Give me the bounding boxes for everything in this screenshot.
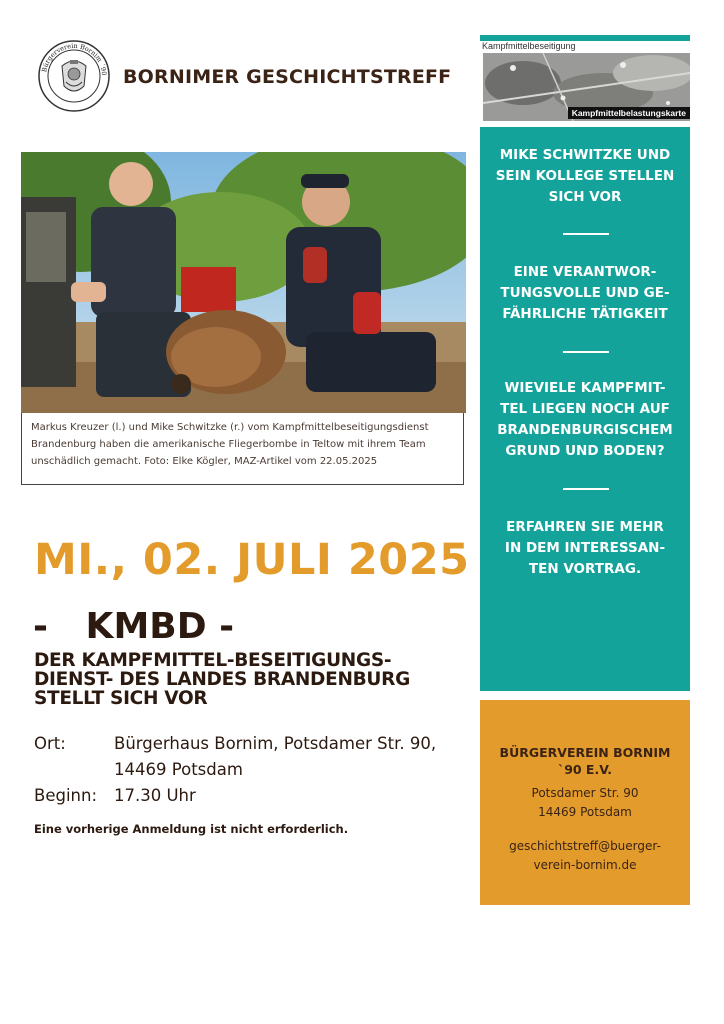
- page-title: BORNIMER GESCHICHTSTREFF: [123, 66, 452, 88]
- contact-org-line: BÜRGERVEREIN BORNIM: [499, 745, 671, 760]
- panel-line: BRANDENBURGISCHEM: [497, 422, 673, 438]
- contact-address: [480, 784, 690, 822]
- contact-org-line: `90 E.V.: [557, 762, 613, 777]
- contact-email-link[interactable]: [480, 837, 690, 875]
- event-title: - KMBD -: [33, 606, 235, 647]
- contact-panel: [480, 700, 690, 905]
- panel-line: ERFAHREN SIE MEHR: [506, 519, 664, 535]
- location-row: [34, 734, 436, 753]
- panel-line: SICH VOR: [548, 189, 622, 205]
- panel-line: SEIN KOLLEGE STELLEN: [495, 168, 675, 184]
- svg-text:Bürgerverein Bornim ´90 e.V.: Bürgerverein Bornim ´90: [40, 41, 109, 76]
- panel-line: TEL LIEGEN NOCH AUF: [500, 401, 670, 417]
- panel-block-4: [480, 517, 690, 580]
- contact-city: 14469 Potsdam: [538, 805, 632, 819]
- divider: [563, 351, 609, 353]
- panel-line: FÄHRLICHE TÄTIGKEIT: [502, 306, 668, 322]
- contact-email-line: geschichtstreff@buerger-: [509, 839, 661, 853]
- panel-line: WIEVIELE KAMPFMIT-: [504, 380, 666, 396]
- subtitle-line: DER KAMPFMITTEL-BESEITIGUNGS-: [34, 650, 392, 671]
- subtitle-line: DIENST- DES LANDES BRANDENBURG: [34, 669, 410, 690]
- start-value: 17.30 Uhr: [114, 786, 196, 805]
- team-photo: [21, 152, 466, 413]
- location-value: Bürgerhaus Bornim, Potsdamer Str. 90,: [114, 734, 437, 753]
- map-title: Kampfmittelbeseitigung: [482, 41, 576, 51]
- photo-caption: Markus Kreuzer (l.) und Mike Schwitzke (r.) vom Kampfmittelbeseitigungsdienst Brandenburg haben die amerikanische Fliegerbombe in Teltow mit ihrem Team unschädlich gemacht. Foto: Elke Kögler, MAZ-Artikel vom 22.05.2025: [21, 413, 464, 485]
- location-row-2: [34, 760, 243, 779]
- panel-line: GRUND UND BODEN?: [505, 443, 665, 459]
- location-value-2: 14469 Potsdam: [114, 760, 243, 779]
- panel-block-1: [480, 145, 690, 208]
- registration-note: Eine vorherige Anmeldung ist nicht erforderlich.: [34, 822, 349, 836]
- start-row: [34, 786, 196, 805]
- panel-line: EINE VERANTWOR-: [513, 264, 657, 280]
- panel-line: MIKE SCHWITZKE UND: [499, 147, 671, 163]
- club-seal-logo: [36, 38, 112, 114]
- subtitle-line: STELLT SICH VOR: [34, 688, 208, 709]
- teal-info-panel: [480, 127, 690, 691]
- event-subtitle: [34, 651, 410, 708]
- panel-line: IN DEM INTERESSAN-: [504, 540, 666, 556]
- event-date: MI., 02. JULI 2025: [34, 535, 470, 585]
- contamination-map-image: [483, 53, 690, 121]
- contact-org: [480, 744, 690, 778]
- divider: [563, 488, 609, 490]
- start-label: Beginn:: [34, 786, 98, 805]
- panel-line: TEN VORTRAG.: [528, 561, 642, 577]
- panel-block-3: [480, 378, 690, 462]
- panel-line: TUNGSVOLLE UND GE-: [500, 285, 670, 301]
- divider: [563, 233, 609, 235]
- panel-block-2: [480, 262, 690, 325]
- map-label: Kampfmittelbelastungskarte: [568, 107, 690, 119]
- contact-email-line: verein-bornim.de: [533, 858, 637, 872]
- location-label: Ort:: [34, 734, 66, 753]
- contact-street: Potsdamer Str. 90: [531, 786, 639, 800]
